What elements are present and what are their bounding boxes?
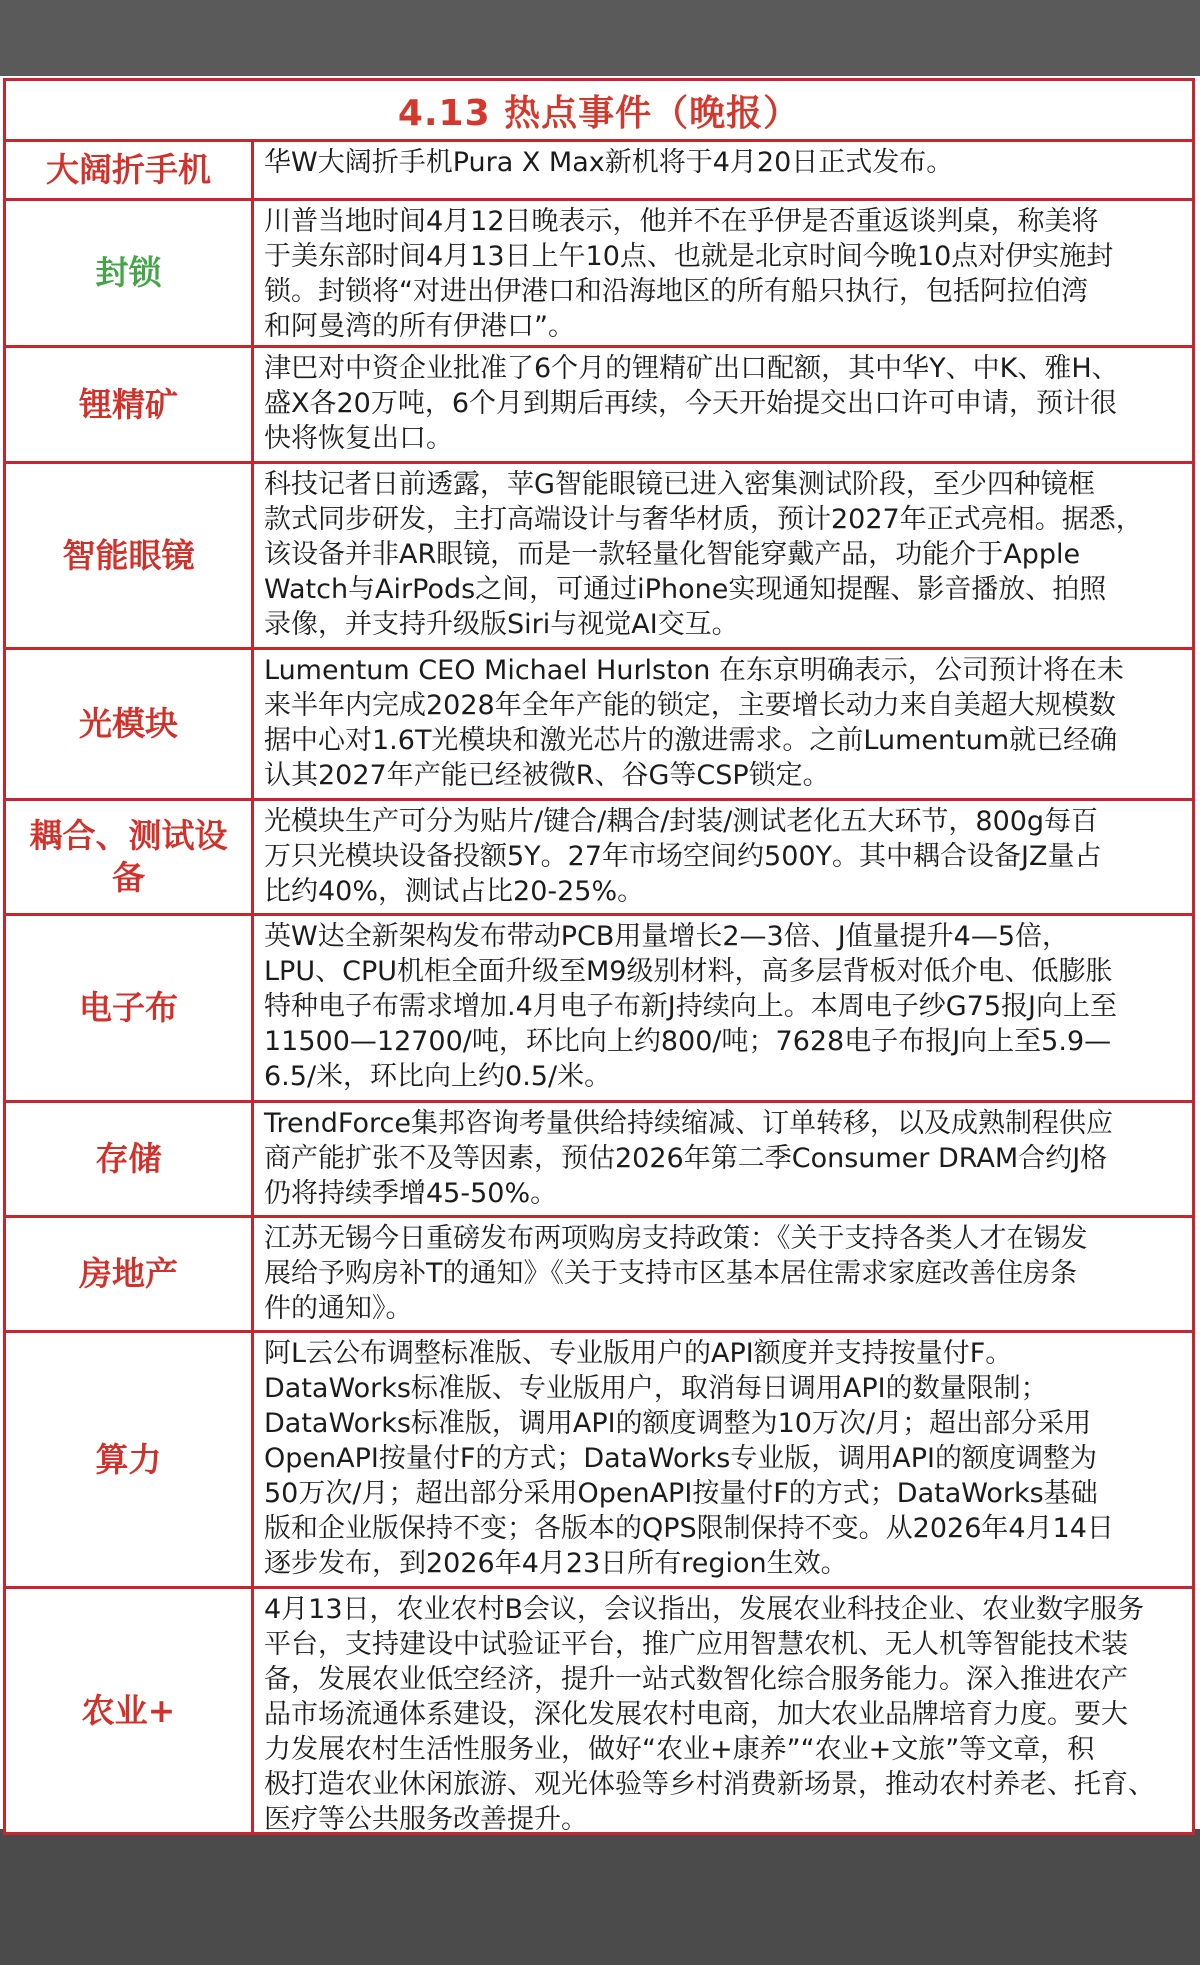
table-row (6, 1218, 1192, 1333)
content-line: 锁。封锁将“对进出伊港口和沿海地区的所有船只执行，包括阿拉伯湾 (264, 276, 1088, 307)
row-label: 光模块 (6, 650, 254, 798)
content-line: 录像，并支持升级版Siri与视觉AI交互。 (264, 609, 739, 640)
content-line: OpenAPI按量付F的方式；DataWorks专业版，调用API的额度调整为 (264, 1443, 1097, 1474)
content-line: DataWorks标准版，调用API的额度调整为10万次/月；超出部分采用 (264, 1408, 1092, 1439)
row-content (254, 348, 1192, 461)
content-line: 万只光模块设备投额5Y。27年市场空间约500Y。其中耦合设备JZ量占 (264, 841, 1102, 872)
content-line: 特种电子布需求增加.4月电子布新J持续向上。本周电子纱G75报J向上至 (264, 991, 1117, 1022)
content-line: 科技记者日前透露，苹G智能眼镜已进入密集测试阶段，至少四种镜框 (264, 469, 1095, 500)
row-label: 农业+ (6, 1589, 254, 1832)
table-row (6, 464, 1192, 650)
content-line: 50万次/月；超出部分采用OpenAPI按量付F的方式；DataWorks基础 (264, 1478, 1098, 1509)
table-row (6, 1589, 1192, 1832)
row-label: 锂精矿 (6, 348, 254, 461)
row-content (254, 1103, 1192, 1215)
table-row (6, 1333, 1192, 1589)
table-title: 4.13 热点事件（晚报） (6, 81, 1192, 142)
content-line: 比约40%，测试占比20-25%。 (264, 876, 645, 907)
row-label: 房地产 (6, 1218, 254, 1330)
row-label: 大阔折手机 (6, 142, 254, 198)
content-line: 华W大阔折手机Pura X Max新机将于4月20日正式发布。 (264, 147, 954, 178)
content-line: 江苏无锡今日重磅发布两项购房支持政策：《关于支持各类人才在锡发 (264, 1223, 1088, 1254)
content-line: 于美东部时间4月13日上午10点、也就是北京时间今晚10点对伊实施封 (264, 241, 1114, 272)
content-line: 6.5/米，环比向上约0.5/米。 (264, 1061, 612, 1092)
content-line: 川普当地时间4月12日晚表示，他并不在乎伊是否重返谈判桌，称美将 (264, 206, 1099, 237)
content-line: 据中心对1.6T光模块和激光芯片的激进需求。之前Lumentum就已经确 (264, 725, 1118, 756)
row-content (254, 801, 1192, 913)
content-line: 阿L云公布调整标准版、专业版用户的API额度并支持按量付F。 (264, 1338, 1013, 1369)
row-content (254, 1218, 1192, 1330)
top-bar (0, 0, 1200, 76)
row-content (254, 142, 1192, 198)
content-line: 件的通知》。 (264, 1293, 413, 1324)
table-row (6, 142, 1192, 201)
content-line: 医疗等公共服务改善提升。 (264, 1804, 588, 1832)
table-row (6, 1103, 1192, 1218)
content-line: 品市场流通体系建设，深化发展农村电商，加大农业品牌培育力度。要大 (264, 1699, 1128, 1730)
content-line: 展给予购房补T的通知》《关于支持市区基本居住需求家庭改善住房条 (264, 1258, 1077, 1289)
content-line: 4月13日，农业农村B会议，会议指出，发展农业科技企业、农业数字服务 (264, 1594, 1145, 1625)
table-row (6, 348, 1192, 464)
content-line: Watch与AirPods之间，可通过iPhone实现通知提醒、影音播放、拍照 (264, 574, 1107, 605)
content-line: 11500—12700/吨，环比向上约800/吨；7628电子布报J向上至5.9— (264, 1026, 1112, 1057)
content-line: 款式同步研发，主打高端设计与奢华材质，预计2027年正式亮相。据悉， (264, 504, 1143, 535)
content-line: 来半年内完成2028年全年产能的锁定，主要增长动力来自美超大规模数 (264, 690, 1116, 721)
table-row (6, 650, 1192, 801)
content-line: 盛X各20万吨，6个月到期后再续，今天开始提交出口许可申请，预计很 (264, 388, 1118, 419)
content-line: 快将恢复出口。 (264, 423, 453, 454)
row-label: 封锁 (6, 201, 254, 345)
content-line: 版和企业版保持不变；各版本的QPS限制保持不变。从2026年4月14日 (264, 1513, 1114, 1544)
content-line: 平台，支持建设中试验证平台，推广应用智慧农机、无人机等智能技术装 (264, 1629, 1128, 1660)
content-line: LPU、CPU机柜全面升级至M9级别材料，高多层背板对低介电、低膨胀 (264, 956, 1113, 987)
row-content (254, 1589, 1192, 1832)
content-line: 津巴对中资企业批准了6个月的锂精矿出口配额，其中华Y、中K、雅H、 (264, 353, 1119, 384)
table-row (6, 916, 1192, 1103)
row-label: 算力 (6, 1333, 254, 1586)
row-content (254, 650, 1192, 798)
content-line: 仍将持续季增45-50%。 (264, 1178, 558, 1209)
row-label: 智能眼镜 (6, 464, 254, 647)
content-line: 逐步发布，到2026年4月23日所有region生效。 (264, 1548, 848, 1579)
content-line: 和阿曼湾的所有伊港口”。 (264, 311, 575, 342)
news-sheet (0, 76, 1200, 1832)
content-line: 英W达全新架构发布带动PCB用量增长2—3倍、J值量提升4—5倍， (264, 921, 1070, 952)
content-line: 力发展农村生活性服务业，做好“农业+康养”“农业+文旅”等文章，积 (264, 1734, 1095, 1765)
row-label: 电子布 (6, 916, 254, 1100)
content-line: 光模块生产可分为贴片/键合/耦合/封装/测试老化五大环节，800g每百 (264, 806, 1099, 837)
content-line: DataWorks标准版、专业版用户，取消每日调用API的数量限制； (264, 1373, 1048, 1404)
row-content (254, 916, 1192, 1100)
table-row (6, 201, 1192, 348)
row-content (254, 201, 1192, 345)
content-line: 该设备并非AR眼镜，而是一款轻量化智能穿戴产品，功能介于Apple (264, 539, 1081, 570)
row-label: 耦合、测试设备 (6, 801, 254, 913)
row-content (254, 464, 1192, 647)
content-line: 认其2027年产能已经被微R、谷G等CSP锁定。 (264, 760, 830, 791)
content-line: Lumentum CEO Michael Hurlston 在东京明确表示，公司预计将在未 (264, 655, 1124, 686)
hot-events-table (3, 78, 1195, 1835)
content-line: 备，发展农业低空经济，提升一站式数智化综合服务能力。深入推进农产 (264, 1664, 1128, 1695)
row-content (254, 1333, 1192, 1586)
table-row (6, 801, 1192, 916)
content-line: 商产能扩张不及等因素，预估2026年第二季Consumer DRAM合约J格 (264, 1143, 1108, 1174)
content-line: 极打造农业休闲旅游、观光体验等乡村消费新场景，推动农村养老、托育、 (264, 1769, 1155, 1800)
row-label: 存储 (6, 1103, 254, 1215)
content-line: TrendForce集邦咨询考量供给持续缩减、订单转移，以及成熟制程供应 (264, 1108, 1113, 1139)
